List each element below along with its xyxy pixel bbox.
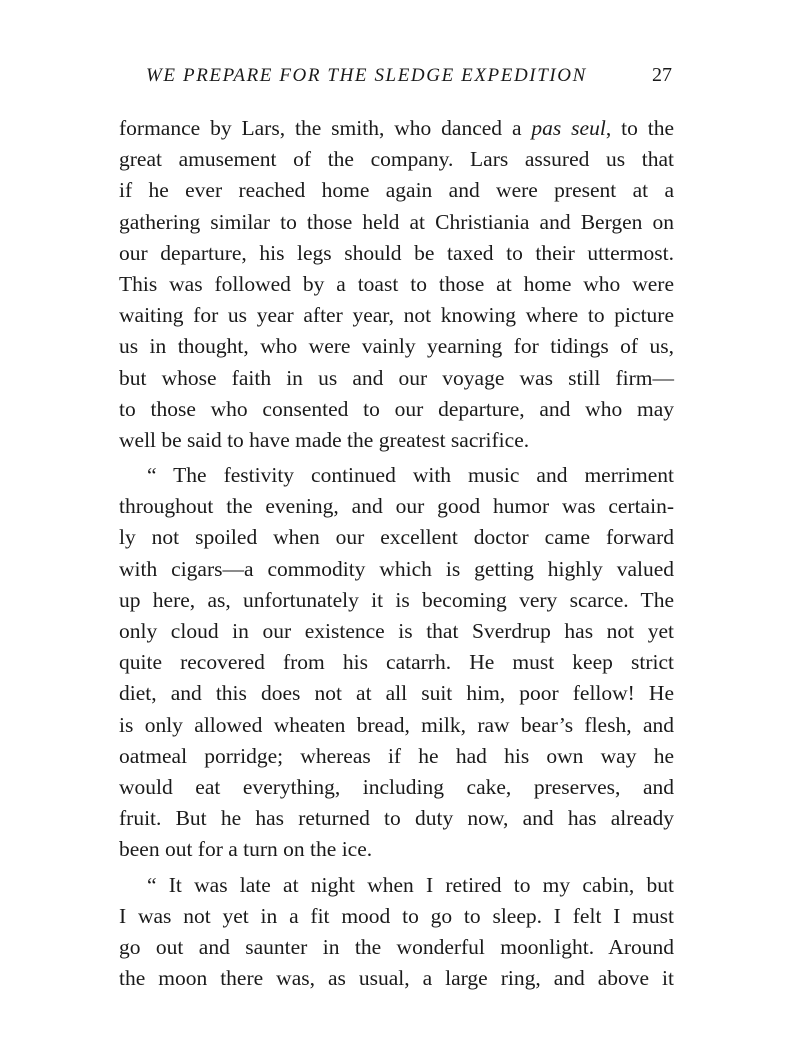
text-segment: well be said to have made the greatest sacrifice. (119, 427, 530, 452)
text-line (119, 741, 674, 772)
text-segment: been out for a turn on the ice. (119, 837, 373, 862)
text-segment: diet, and this does not at all suit him, poor fellow! He (119, 681, 674, 706)
text-segment: go out and saunter in the wonderful moonlight. Around (119, 934, 674, 959)
text-segment: only cloud in our existence is that Sverdrup has not yet (119, 619, 674, 643)
page-number: 27 (652, 64, 672, 86)
text-segment: if he ever reached home again and were present at a (119, 178, 674, 203)
paragraph (119, 870, 674, 995)
text-line (119, 363, 674, 394)
text-segment: “ It was late at night when I retired to my cabin, but (147, 872, 674, 897)
running-header (146, 64, 672, 87)
text-line (119, 710, 674, 741)
text-line (119, 144, 674, 175)
text-line (119, 678, 674, 709)
text-line (119, 394, 674, 425)
text-segment: but whose faith in us and our voyage was still firm— (119, 365, 674, 390)
text-line (119, 460, 674, 491)
text-line (119, 300, 674, 331)
text-segment: us in thought, who were vainly yearning for tidings of us, (119, 334, 674, 359)
text-line (119, 803, 674, 834)
text-segment: the moon there was, as usual, a large ring, and above it (119, 966, 674, 991)
text-line (119, 175, 674, 206)
text-line (119, 870, 674, 901)
text-segment: ly not spoiled when our excellent doctor came forward (119, 525, 674, 550)
paragraph (119, 460, 674, 865)
text-segment: would eat everything, including cake, preserves, and (119, 774, 674, 799)
text-segment: quite recovered from his catarrh. He must keep strict (119, 650, 674, 675)
text-segment: up here, as, unfortunately it is becoming very scarce. The (119, 587, 674, 612)
text-segment: waiting for us year after year, not knowing where to picture (119, 303, 674, 328)
text-line (119, 331, 674, 362)
text-line (119, 585, 674, 616)
text-line (119, 269, 674, 300)
text-line (119, 901, 674, 932)
body-text (119, 113, 674, 994)
text-line (119, 425, 674, 456)
text-segment: This was followed by a toast to those at home who were (119, 271, 674, 296)
text-segment: fruit. But he has returned to duty now, and has already (119, 806, 674, 831)
text-segment: gathering similar to those held at Christiania and Bergen on (119, 209, 674, 234)
running-title: WE PREPARE FOR THE SLEDGE EXPEDITION (146, 65, 587, 86)
text-segment: great amusement of the company. Lars assured us that (119, 147, 674, 172)
text-line (119, 113, 674, 144)
text-segment: I was not yet in a fit mood to go to sleep. I felt I must (119, 903, 674, 928)
text-line (119, 963, 674, 994)
text-segment: to those who consented to our departure, and who may (119, 396, 674, 421)
text-line (119, 207, 674, 238)
text-segment: “ The festivity continued with music and merriment (147, 463, 674, 488)
text-segment: , to the (605, 116, 675, 140)
text-segment: throughout the evening, and our good humor was certain- (119, 494, 674, 519)
text-line (119, 616, 674, 647)
text-line (119, 491, 674, 522)
italic-phrase: pas seul (531, 116, 606, 140)
text-segment: our departure, his legs should be taxed to their uttermost. (119, 240, 674, 265)
text-segment: oatmeal porridge; whereas if he had his own way he (119, 743, 674, 768)
text-line (119, 554, 674, 585)
paragraph (119, 113, 674, 456)
text-line (119, 932, 674, 963)
text-line (119, 834, 674, 865)
text-line (119, 238, 674, 269)
text-segment: is only allowed wheaten bread, milk, raw bear’s flesh, and (119, 712, 674, 737)
text-line (119, 647, 674, 678)
text-line (119, 772, 674, 803)
text-segment: formance by Lars, the smith, who danced a (119, 116, 532, 140)
text-line (119, 522, 674, 553)
text-segment: with cigars—a commodity which is getting highly valued (119, 556, 674, 581)
